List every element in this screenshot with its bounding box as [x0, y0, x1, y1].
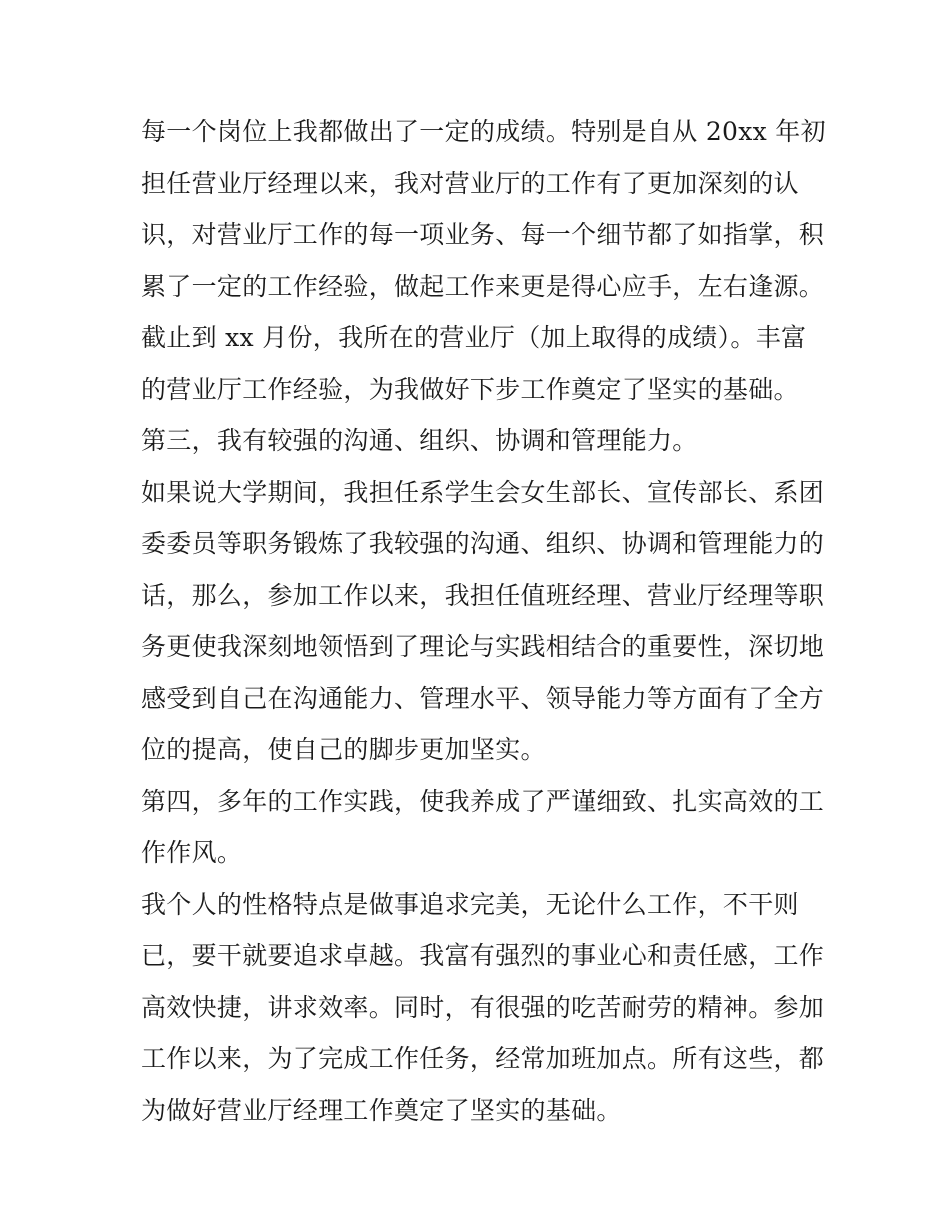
section-heading-4: 第四，多年的工作实践，使我养成了严谨细致、扎实高效的工	[141, 786, 825, 816]
text-line: 担任营业厅经理以来，我对营业厅的工作有了更加深刻的认	[141, 168, 799, 198]
section-heading-4-cont: 作作风。	[141, 838, 243, 867]
text-line: 高效快捷，讲求效率。同时，有很强的吃苦耐劳的精神。参加	[141, 992, 825, 1022]
text-line: 为做好营业厅经理工作奠定了坚实的基础。	[141, 1095, 622, 1125]
text-line: 每一个岗位上我都做出了一定的成绩。特别是自从 20xx 年初	[141, 117, 826, 146]
text-line: 工作以来，为了完成工作任务，经常加班加点。所有这些，都	[141, 1044, 825, 1073]
text-line: 感受到自己在沟通能力、管理水平、领导能力等方面有了全方	[141, 683, 825, 713]
text-line: 已，要干就要追求卓越。我富有强烈的事业心和责任感，工作	[141, 941, 825, 970]
text-line: 位的提高，使自己的脚步更加坚实。	[141, 735, 546, 764]
text-line: 的营业厅工作经验，为我做好下步工作奠定了坚实的基础。	[141, 374, 799, 404]
text-line: 如果说大学期间，我担任系学生会女生部长、宣传部长、系团	[141, 477, 825, 507]
document-body	[141, 106, 826, 1136]
text-line: 务更使我深刻地领悟到了理论与实践相结合的重要性，深切地	[141, 632, 825, 661]
section-heading-3: 第三，我有较强的沟通、组织、协调和管理能力。	[141, 426, 698, 455]
text-line: 截止到 xx 月份，我所在的营业厅（加上取得的成绩）。丰富	[141, 323, 807, 352]
text-line: 识，对营业厅工作的每一项业务、每一个细节都了如指掌，积	[141, 220, 825, 249]
text-line: 话，那么，参加工作以来，我担任值班经理、营业厅经理等职	[141, 580, 825, 610]
text-line: 我个人的性格特点是做事追求完美，无论什么工作，不干则	[141, 889, 799, 919]
text-line: 累了一定的工作经验，做起工作来更是得心应手，左右逢源。	[141, 271, 825, 301]
text-line: 委委员等职务锻炼了我较强的沟通、组织、协调和管理能力的	[141, 529, 825, 558]
